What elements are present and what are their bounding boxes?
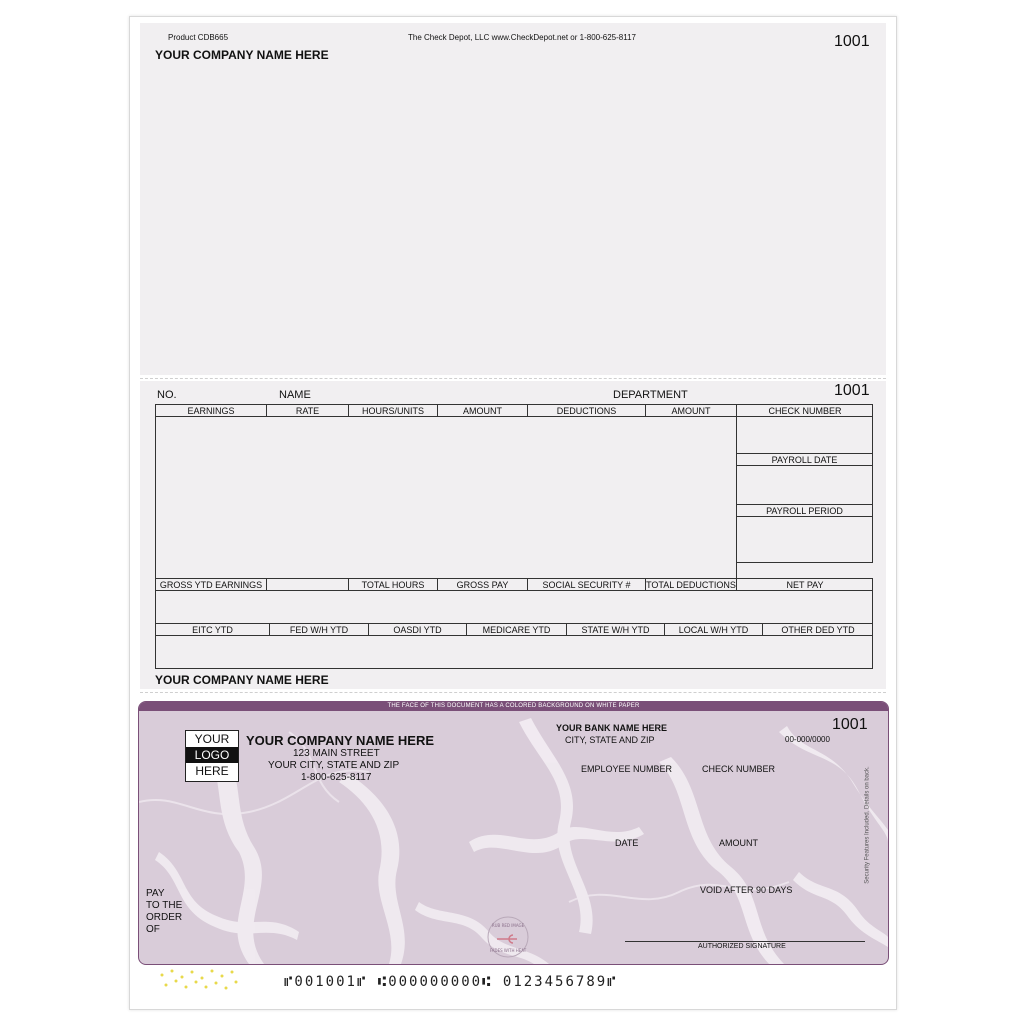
company-address-2: YOUR CITY, STATE AND ZIP bbox=[268, 760, 400, 771]
payroll-date-label: PAYROLL DATE bbox=[736, 453, 873, 466]
middle-company-name: YOUR COMPANY NAME HERE bbox=[155, 673, 329, 687]
middle-check-number: 1001 bbox=[834, 382, 870, 399]
product-code: Product CDB665 bbox=[168, 33, 229, 42]
middle-stub bbox=[140, 381, 886, 689]
gross-ytd-label: GROSS YTD EARNINGS bbox=[156, 579, 267, 590]
col-deduction-amount: AMOUNT bbox=[646, 405, 737, 416]
void-label: VOID AFTER 90 DAYS bbox=[700, 885, 793, 895]
net-pay-label: NET PAY bbox=[786, 580, 824, 590]
earnings-table bbox=[155, 404, 873, 693]
signature-label: AUTHORIZED SIGNATURE bbox=[698, 943, 786, 950]
eitc-ytd-label: EITC YTD bbox=[156, 624, 270, 635]
gross-pay-label: GROSS PAY bbox=[438, 579, 528, 590]
col-rate: RATE bbox=[267, 405, 349, 416]
security-features-text: Security Features Included. Details on back. bbox=[864, 766, 871, 884]
pay-to-line-2: TO THE bbox=[146, 900, 183, 911]
check-number: 1001 bbox=[832, 716, 868, 733]
top-company-name: YOUR COMPANY NAME HERE bbox=[155, 48, 329, 62]
payroll-date-box bbox=[736, 465, 873, 505]
company-address-1: 123 MAIN STREET bbox=[293, 748, 380, 759]
seal-top-text: RUB RED IMAGE bbox=[491, 923, 525, 928]
logo-line-1: YOUR bbox=[194, 732, 230, 746]
pay-to-line-3: ORDER bbox=[146, 912, 183, 923]
signature-line bbox=[625, 941, 865, 942]
pay-to-line-4: OF bbox=[146, 924, 160, 935]
check-sheet bbox=[129, 16, 897, 1010]
name-label: NAME bbox=[279, 389, 311, 401]
state-wh-ytd-label: STATE W/H YTD bbox=[567, 624, 665, 635]
logo-line-3: HERE bbox=[195, 764, 229, 778]
department-label: DEPARTMENT bbox=[613, 389, 688, 401]
check-company-name: YOUR COMPANY NAME HERE bbox=[246, 733, 435, 748]
earnings-body bbox=[155, 416, 737, 579]
bank-city: CITY, STATE AND ZIP bbox=[565, 735, 655, 745]
col-deductions: DEDUCTIONS bbox=[528, 405, 646, 416]
seal-bottom-text: FADES WITH HEAT bbox=[489, 948, 527, 953]
vendor-info: The Check Depot, LLC www.CheckDepot.net or 1-800-625-8117 bbox=[408, 33, 636, 42]
top-check-number: 1001 bbox=[834, 33, 870, 50]
employee-number-label: EMPLOYEE NUMBER bbox=[581, 764, 673, 774]
col-hours: HOURS/UNITS bbox=[349, 405, 438, 416]
security-banner: THE FACE OF THIS DOCUMENT HAS A COLORED BACKGROUND ON WHITE PAPER bbox=[139, 702, 888, 711]
payroll-period-box bbox=[736, 516, 873, 563]
no-label: NO. bbox=[157, 389, 177, 401]
col-earnings: EARNINGS bbox=[156, 405, 267, 416]
col-check-number: CHECK NUMBER bbox=[768, 406, 842, 416]
star-dots bbox=[156, 967, 246, 993]
payroll-period-label: PAYROLL PERIOD bbox=[736, 504, 873, 517]
date-label: DATE bbox=[615, 838, 639, 848]
other-ded-ytd-label: OTHER DED YTD bbox=[781, 625, 855, 635]
totals-value-row bbox=[155, 590, 873, 624]
micr-line: ⑈001001⑈ ⑆000000000⑆ 0123456789⑈ bbox=[284, 974, 618, 990]
col-amount: AMOUNT bbox=[438, 405, 528, 416]
bank-name: YOUR BANK NAME HERE bbox=[556, 723, 668, 733]
local-wh-ytd-label: LOCAL W/H YTD bbox=[665, 624, 763, 635]
check-number-label: CHECK NUMBER bbox=[702, 764, 776, 774]
total-deductions-label: TOTAL DEDUCTIONS bbox=[646, 580, 736, 590]
check-face bbox=[138, 701, 889, 965]
total-hours-label: TOTAL HOURS bbox=[349, 579, 438, 590]
amount-label: AMOUNT bbox=[719, 838, 758, 848]
logo-line-2: LOGO bbox=[186, 747, 238, 763]
fed-wh-ytd-label: FED W/H YTD bbox=[270, 624, 369, 635]
pay-to-line-1: PAY bbox=[146, 888, 165, 899]
medicare-ytd-label: MEDICARE YTD bbox=[467, 624, 567, 635]
perforation-line-2 bbox=[140, 692, 886, 693]
routing-fraction: 00-000/0000 bbox=[785, 735, 830, 744]
perforation-line bbox=[140, 378, 886, 379]
check-number-box bbox=[736, 416, 873, 454]
ytd-value-row bbox=[155, 635, 873, 669]
logo-placeholder bbox=[185, 730, 239, 782]
company-phone: 1-800-625-8117 bbox=[301, 772, 372, 783]
oasdi-ytd-label: OASDI YTD bbox=[369, 624, 467, 635]
social-security-label: SOCIAL SECURITY # bbox=[528, 579, 646, 590]
top-stub bbox=[140, 23, 886, 375]
blank-total-cell bbox=[267, 579, 349, 590]
